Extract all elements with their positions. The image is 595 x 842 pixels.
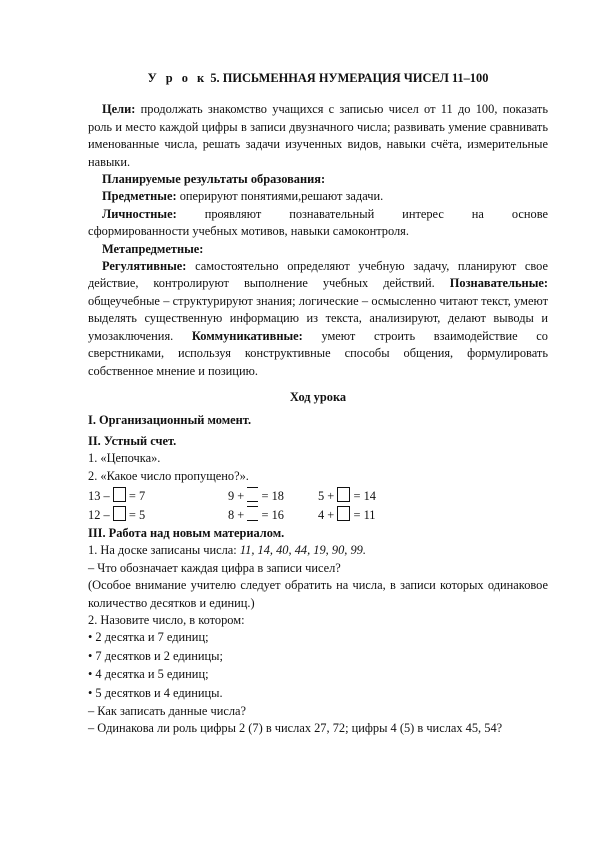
course-heading: Ход урока (289, 389, 347, 404)
role-question: – Одинакова ли роль цифры 2 (7) в числах 27, 72; цифры 4 (5) в числах 45, 54? (88, 721, 503, 736)
name-number-task: 2. Назовите число, в котором: (88, 612, 245, 627)
missing-number-box (113, 487, 126, 502)
equation: 5 + = 14 (318, 488, 376, 503)
goals-label: Цели: (102, 102, 136, 117)
section-1-heading: I. Организационный момент. (88, 413, 252, 428)
equation: 13 – = 7 (88, 488, 146, 503)
equation: 12 – = 5 (88, 507, 146, 522)
missing-number-box (247, 506, 258, 521)
title-prefix: У р о к (147, 71, 208, 85)
board-numbers: 1. На доске записаны числа: 11, 14, 40, 44, 19, 90, 99. (88, 543, 366, 558)
cognitive-text: общеучебные – структурируют знания; логические – осмысленно читают текст, умеют выделять существенную информацию из текста, анализируют, делают выводы и умозаключения. (88, 293, 548, 343)
missing-number-box (337, 506, 350, 521)
subject-paragraph (88, 188, 548, 205)
title-text: 5. ПИСЬМЕННАЯ НУМЕРАЦИЯ ЧИСЕЛ 11–100 (210, 71, 489, 85)
lesson-title (88, 70, 548, 87)
document-page (88, 60, 548, 738)
planned-results-heading: Планируемые результаты образования: (102, 172, 326, 187)
communicative-label: Коммуникативные: (191, 328, 303, 343)
equation: 8 + = 16 (228, 507, 284, 522)
digit-question: – Что обозначает каждая цифра в записи чисел? (88, 560, 341, 575)
goals-paragraph (88, 101, 548, 171)
regulatory-text: самостоятельно определяют учебную задачу, планируют свое действие, контролируют выполнение учебных действий. (88, 259, 548, 291)
personal-line-2: сформированности учебных мотивов, навыки самоконтроля. (88, 224, 409, 239)
personal-label: Личностные: (102, 206, 177, 221)
section-2-heading: II. Устный счет. (88, 433, 177, 448)
subject-text: оперируют понятиями,решают задачи. (179, 189, 384, 204)
write-question: – Как записать данные числа? (88, 704, 247, 718)
list-item: • 5 десятков и 4 единицы. (88, 685, 223, 700)
missing-number-item: 2. «Какое число пропущено?». (88, 468, 249, 483)
missing-number-box (113, 506, 126, 521)
meta-heading: Метапредметные: (102, 241, 204, 256)
equation: 9 + = 18 (228, 488, 284, 503)
missing-number-box (247, 487, 258, 502)
chain-item: 1. «Цепочка». (88, 451, 161, 466)
personal-text-1: проявляют познавательный интерес на основе (204, 206, 548, 221)
teacher-note: (Особое внимание учителю следует обратить на числа, в записи которых одинаковое количество десятков и единиц.) (88, 578, 548, 610)
goals-text: продолжать знакомство учащихся с записью чисел от 11 до 100, показать роль и место каждой цифры в записи двузначного числа; развивать умение сравнивать именованные числа, решать задачи изученных видов, навыки счёта, измерительные навыки. (88, 102, 548, 169)
regulatory-label: Регулятивные: (102, 259, 187, 274)
list-item: • 4 десятка и 5 единиц; (88, 667, 209, 682)
cognitive-label: Познавательные: (449, 276, 548, 291)
equation: 4 + = 11 (318, 507, 376, 522)
board-numbers-list: 11, 14, 40, 44, 19, 90, 99. (239, 543, 366, 558)
personal-line-1 (88, 206, 548, 223)
subject-label: Предметные: (102, 189, 177, 204)
communicative-text: умеют строить взаимодействие со сверстниками, используя конструктивные способы общения, формулировать собственное мнение и позицию. (88, 328, 548, 378)
missing-number-box (337, 487, 350, 502)
list-item: • 2 десятка и 7 единиц; (88, 630, 209, 645)
list-item: • 7 десятков и 2 единицы; (88, 648, 223, 663)
section-3-heading: III. Работа над новым материалом. (88, 525, 285, 540)
regulatory-paragraph (88, 258, 548, 380)
equations-block (88, 487, 548, 525)
